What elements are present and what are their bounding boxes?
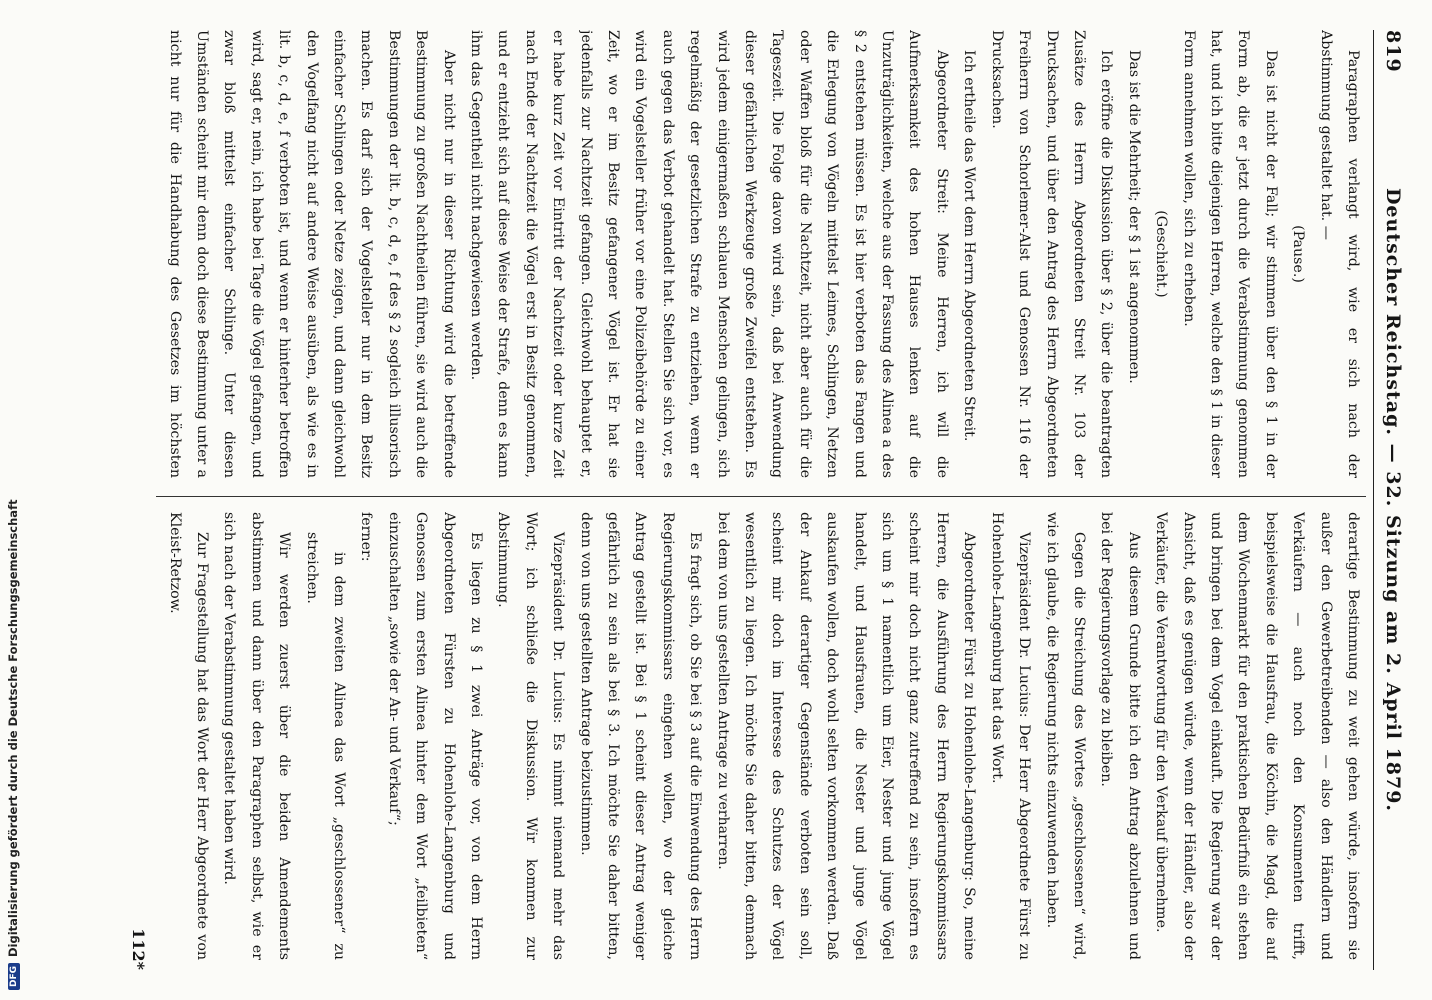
- digitization-note: Digitalisierung gefördert durch die Deutsche Forschungsgemeinschaft: [6, 499, 20, 957]
- paragraph: Ich eröffne die Diskussion über § 2, über die beantragten Zusätze des Herrn Abgeordneten Streit Nr. 103 der Drucksachen, und über den Antrag des Herrn Abgeordneten Freiherrn von Schorlemer-Alst und Genossen Nr. 116 der Drucksachen.: [988, 30, 1115, 478]
- digitization-footer: [6, 499, 20, 990]
- sheet-number: 112*: [129, 928, 148, 970]
- paragraph: Das ist nicht der Fall; wir stimmen über den § 1 in der Form ab, die er jetzt durch die Verabstimmung genommen hat, und ich bitte diejenigen Herren, welche den § 1 in dieser Form annehmen wollen, sich zu erheben.: [1180, 30, 1279, 478]
- paragraph: Es fragt sich, ob Sie bei § 3 auf die Einwendung des Herrn Regierungskommissars eingehen wollen, wo der gleiche Antrag gestellt ist. Bei § 1 scheint dieser Antrag weniger gefährlich zu sein als bei § 3. Ich möchte Sie daher bitten, denn von uns gestellten Antrage beizustimmen.: [577, 512, 704, 960]
- paragraph: Es liegen zu § 1 zwei Anträge vor, von dem Herrn Abgeordneten Fürsten zu Hohenlohe-Langenburg und Genossen zum ersten Alinea hinter dem Wort „feilbieten“ einzuschalten „sowie der An- und Verkauf“;: [385, 512, 484, 960]
- stage-direction: (Geschieht.): [1153, 210, 1170, 298]
- header-rule: [1373, 30, 1374, 970]
- speech: Abgeordneter Streit: Meine Herren, ich will die Aufmerksamkeit des hohen Hauses lenken auf die Unzuträglichkeiten, welche aus der Fassung des Alinea a des § 2 entstehen müssen. Es ist hier verboten das Fangen und die Erlegung von Vögeln mittelst Leimes, Schlingen, Netzen oder Waffen bloß für die Nachtzeit, nicht aber auch für die Tageszeit. Die Folge davon wird sein, daß bei Anwendung dieser gefährlichen Werkzeuge große Zweifel entstehen. Es wird jedem einigermaßen schlauen Menschen gelingen, sich regelmäßig der gesetzlichen Strafe zu entziehen, wenn er auch gegen das Verbot gehandelt hat. Stellen Sie sich vor, es wird ein Vogelsteller früher vor eine Polizeibehörde zu einer Zeit, wo er im Besitz gefangener Vögel ist. Er hat sie jedenfalls zur Nachtzeit gefangen. Gleichwohl behauptet er, er habe kurz Zeit vor Eintritt der Nachtzeit oder kurze Zeit nach Ende der Nachtzeit die Vögel erst in Besitz genommen, und er entzieht sich auf diese Weise der Strafe, denn es kann ihm das Gegentheil nicht nachgewiesen werden.: [468, 30, 950, 478]
- speech: [156, 512, 160, 960]
- header-title: Deutscher Reichstag. — 32. Sitzung am 2. April 1879.: [1382, 187, 1404, 813]
- paragraph: Aber nicht nur in dieser Richtung wird die betreffende Bestimmung zu großen Nachtheilen führen, sie wird auch die Bestimmungen der lit. b, c, d, e, f des § 2 sogleich illusorisch machen. Es darf sich der Vogelsteller nur in dem Besitz einfacher Schlingen oder Netze zeigen, und dann gleichwohl den Vogelfang nicht auf andere Weise ausüben, als wie es in lit. b, c, d, e, f verboten ist, und wenn er hinterher betroffen wird, sagt er, nein, ich habe bei Tage die Vögel gefangen, und zwar bloß mittelst einfacher Schlinge. Unter diesen Umständen scheint mir denn doch diese Bestimmung unter a nicht nur für die Handhabung des Gesetzes im höchsten: [166, 30, 457, 478]
- stage-direction: (Pause.): [1290, 225, 1307, 283]
- dfg-logo: DFG: [8, 963, 20, 990]
- paragraph: Das ist die Mehrheit; der § 1 ist angenommen.: [1125, 50, 1142, 384]
- paragraph: Zur Fragestellung hat das Wort der Herr Abgeordnete von Kleist-Retzow.: [166, 512, 210, 960]
- speech: Vizepräsident Dr. Lucius: Der Herr Abgeordnete Fürst zu Hohenlohe-Langenburg hat das Wort.: [988, 512, 1033, 960]
- left-column: [156, 30, 1366, 478]
- paragraph: in dem zweiten Alinea das Wort „geschlossener“ zu streichen.: [303, 532, 347, 960]
- paragraph: Wir werden zuerst über die beiden Amendements abstimmen und dann über den Paragraphen selbst, wie er sich nach der Verabstimmung gestaltet haben wird.: [221, 512, 293, 960]
- speech: Abgeordneter Fürst zu Hohenlohe-Langenburg: So, meine Herren, die Ausführung des Herrn Regierungskommissars scheint mir doch nicht ganz zutreffend zu sein, insofern es sich um § 1 namentlich um Eier, Nester und junge Vögel handelt, und Hausfrauen, die Nester und junge Vögel auskaufen wollen, doch wohl selten vorkommen werden. Daß der Ankauf derartiger Gegenstände verboten sein soll, scheint mir doch im Interesse des Schutzes der Vögel wesentlich zu liegen. Ich möchte Sie daher bitten, demnach bei dem von uns gestellten Antrage zu verharren.: [714, 512, 978, 960]
- paragraph: Aus diesem Grunde bitte ich den Antrag abzulehnen und bei der Regierungsvorlage zu bleiben.: [1098, 512, 1142, 960]
- column-divider: [156, 496, 1366, 497]
- running-header: [1374, 30, 1410, 970]
- paragraph: Ich ertheile das Wort dem Herrn Abgeordneten Streit.: [961, 50, 978, 442]
- paragraph: ferner:: [358, 512, 375, 562]
- paragraph: derartige Bestimmung zu weit gehen würde, insofern sie außer den Gewerbetreibenden — also den Händlern und Verkäufern — auch noch den Konsumenten trifft, beispielsweise die Hausfrau, die Köchin, die Magd, die auf dem Wochenmarkt für den praktischen Bedürfniß ein stehen und bringen bei dem Vogel einkauft. Die Regierung war der Ansicht, daß es genügen würde, wenn der Händler, also der Verkäufer, die Verantwortung für den Verkauf übernehme.: [1153, 512, 1361, 960]
- page-number: 819: [1382, 30, 1404, 73]
- rotated-page-content: [110, 30, 1410, 970]
- right-column: [156, 512, 1366, 960]
- speech: Vizepräsident Dr. Lucius: Es nimmt niemand mehr das Wort; ich schließe die Diskussion. Wir kommen zur Abstimmung.: [495, 512, 567, 960]
- paragraph: Paragraphen verlangt wird, wie er sich nach der Abstimmung gestaltet hat. —: [1317, 30, 1361, 478]
- paragraph: Gegen die Streichung des Wortes „geschlossenen“ wird, wie ich glaube, die Regierung nichts einzuwenden haben.: [1043, 512, 1087, 960]
